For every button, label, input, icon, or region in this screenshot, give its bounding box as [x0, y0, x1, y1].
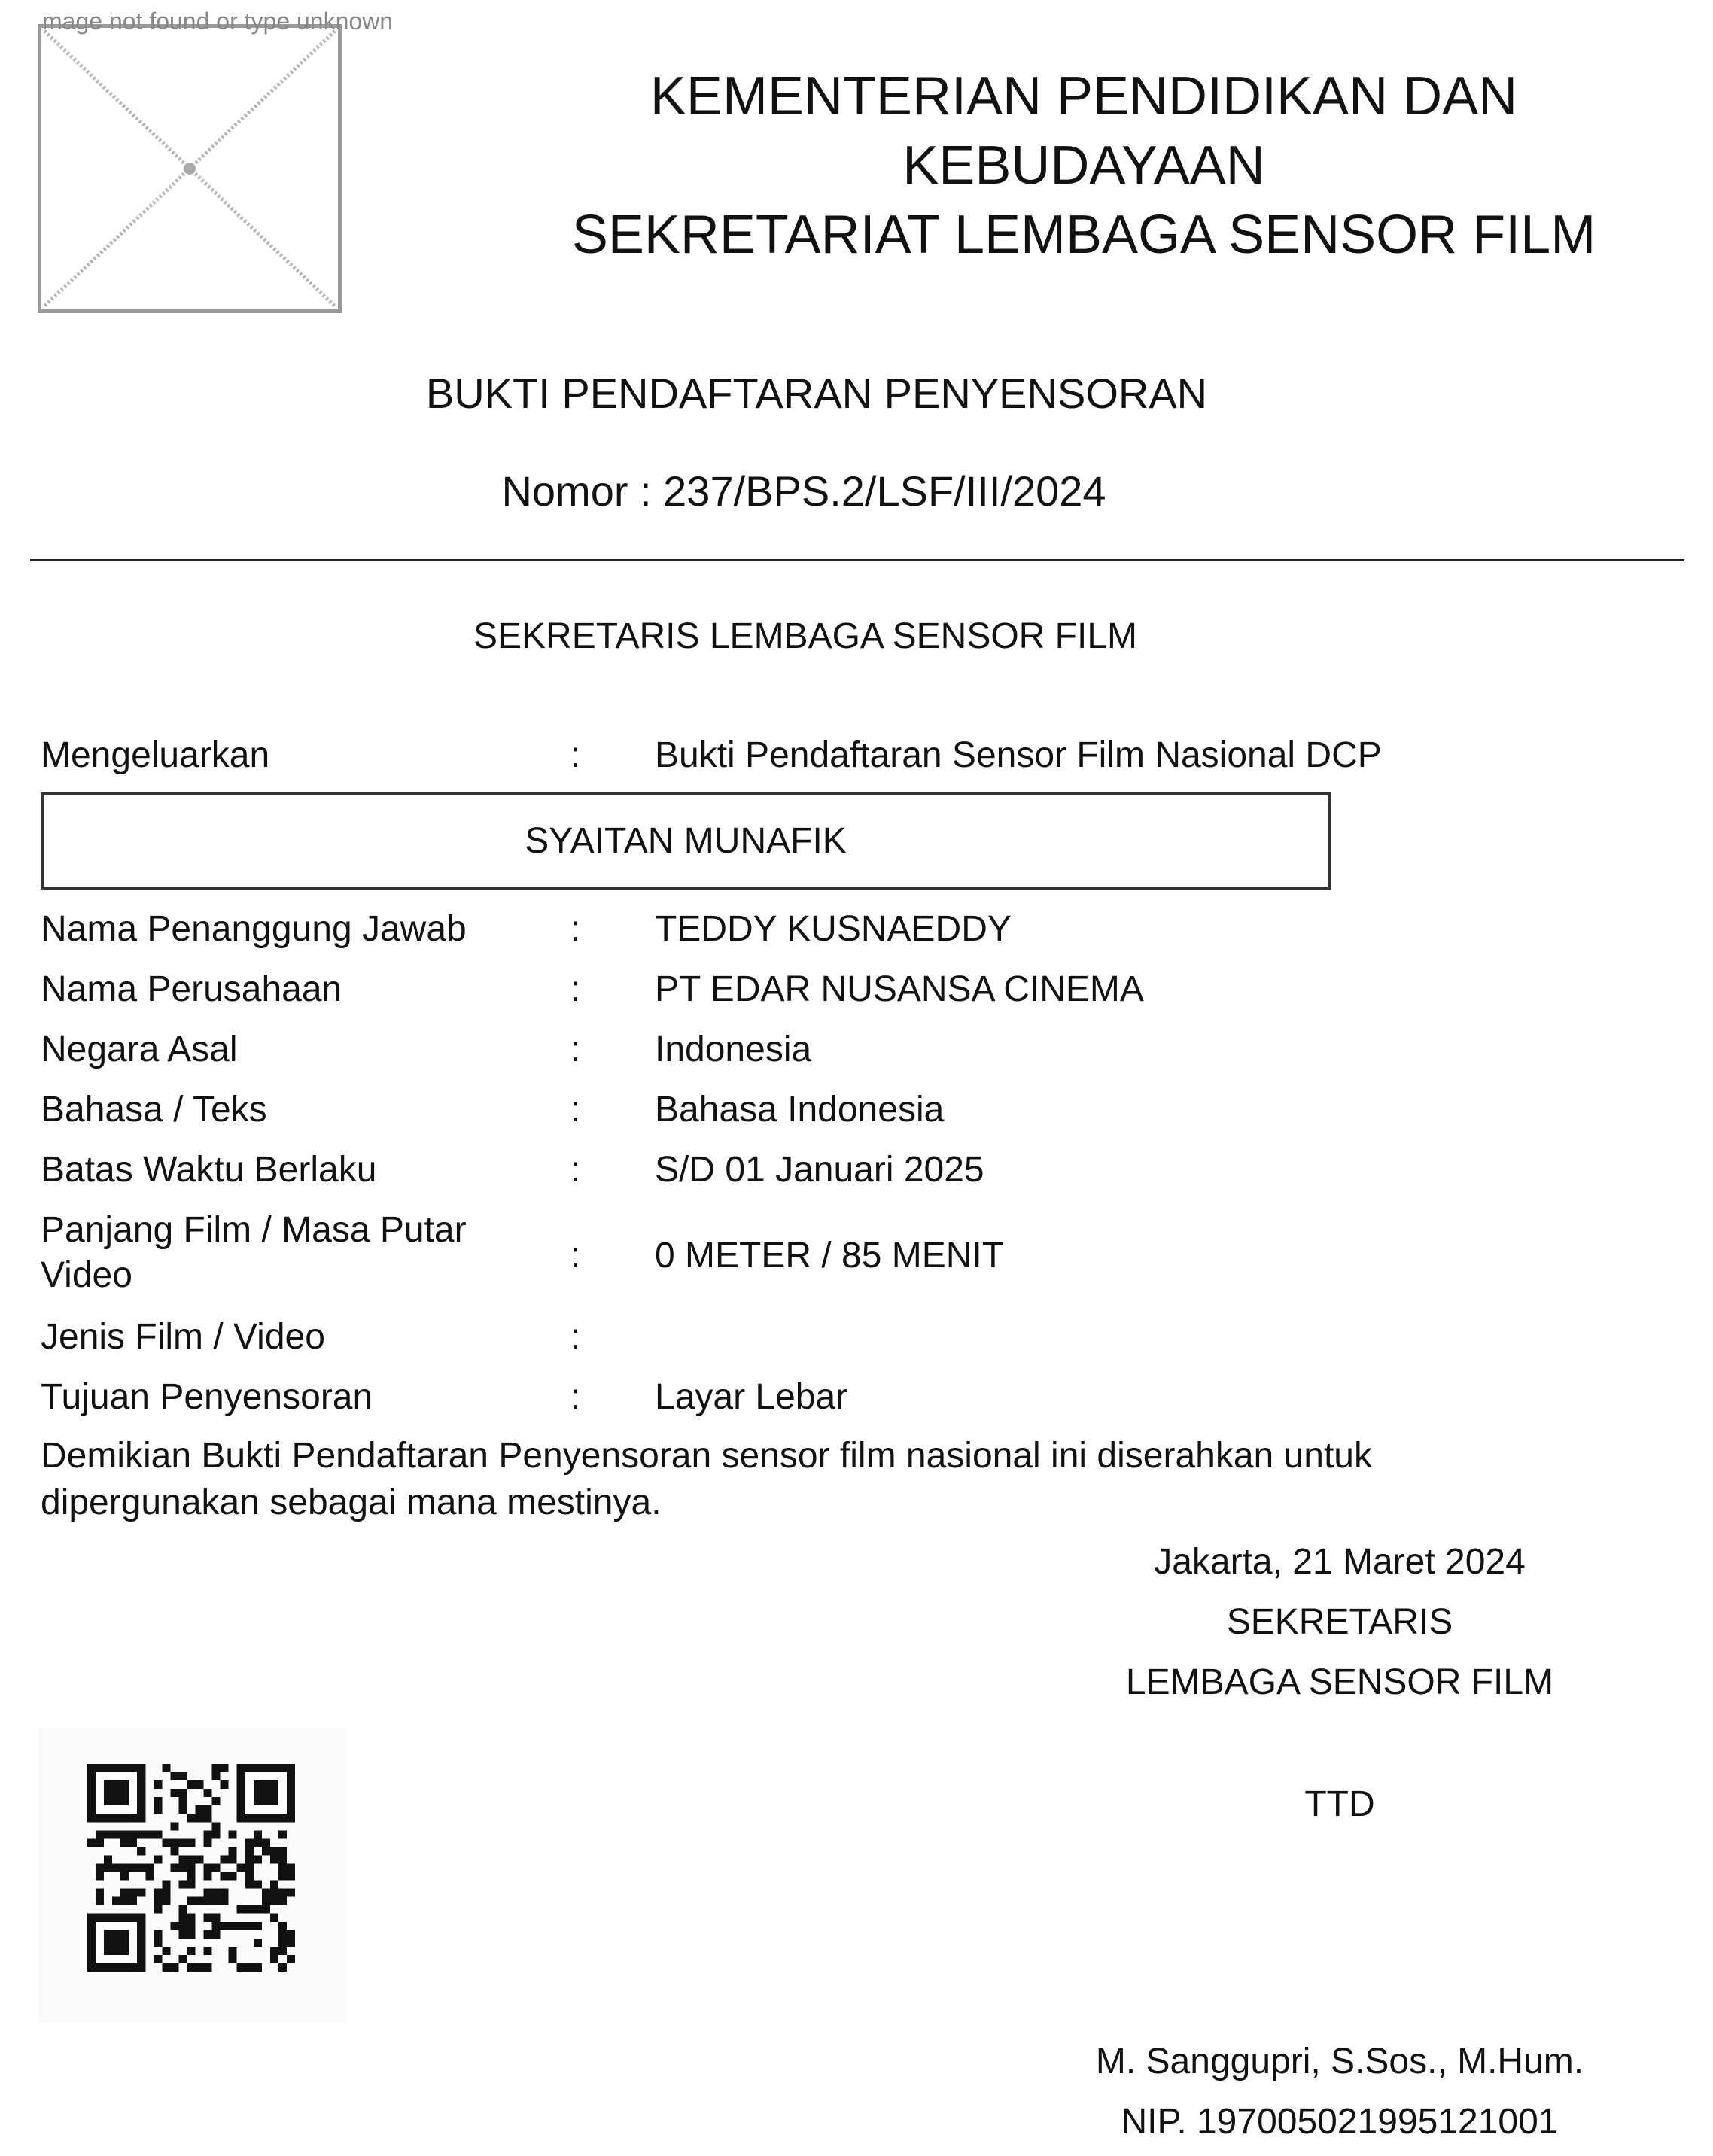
field-label [41, 1208, 552, 1298]
field-value: Layar Lebar [655, 1377, 848, 1417]
field-value: Bukti Pendaftaran Sensor Film Nasional DCP [655, 735, 1382, 775]
field-label-line-2: Video [41, 1255, 132, 1295]
qr-code-icon [87, 1764, 295, 1972]
field-label-line-1: Panjang Film / Masa Putar [41, 1210, 467, 1250]
signature-position-1: SEKRETARIS [1226, 1602, 1453, 1642]
field-label: Bahasa / Teks [41, 1090, 267, 1130]
field-label: Negara Asal [41, 1029, 238, 1069]
issuer-title: SEKRETARIS LEMBAGA SENSOR FILM [473, 616, 1137, 656]
film-title-box: SYAITAN MUNAFIK [41, 792, 1331, 890]
header-line-2: KEBUDAYAAN [902, 135, 1265, 196]
field-colon: : [570, 1029, 581, 1069]
field-label: Batas Waktu Berlaku [41, 1150, 377, 1190]
closing-line-2: dipergunakan sebagai mana mestinya. [41, 1482, 662, 1522]
field-label: Nama Perusahaan [41, 969, 342, 1009]
field-value: 0 METER / 85 MENIT [655, 1236, 1005, 1276]
field-colon: : [570, 909, 581, 949]
header-divider [30, 559, 1684, 561]
signature-position-2: LEMBAGA SENSOR FILM [1125, 1662, 1554, 1702]
field-value: PT EDAR NUSANSA CINEMA [655, 969, 1144, 1009]
field-value: Indonesia [655, 1029, 812, 1069]
field-colon: : [570, 1317, 581, 1357]
qr-code-area [38, 1728, 346, 2023]
field-colon: : [570, 735, 581, 775]
signature-mark: TTD [1304, 1784, 1375, 1824]
header-line-3: SEKRETARIAT LEMBAGA SENSOR FILM [571, 205, 1596, 265]
broken-image-text: mage not found or type unknown [42, 8, 394, 35]
signature-place-date: Jakarta, 21 Maret 2024 [1154, 1542, 1526, 1582]
broken-image-icon [38, 24, 342, 313]
field-colon: : [570, 969, 581, 1009]
ministry-header [527, 62, 1641, 269]
field-colon: : [570, 1377, 581, 1417]
header-line-1: KEMENTERIAN PENDIDIKAN DAN [650, 66, 1518, 126]
field-value: Bahasa Indonesia [655, 1090, 945, 1130]
closing-statement [41, 1433, 1659, 1526]
signatory-nip: NIP. 197005021995121001 [1121, 2102, 1559, 2142]
signatory-name: M. Sanggupri, S.Sos., M.Hum. [1095, 2042, 1584, 2081]
document-number: Nomor : 237/BPS.2/LSF/III/2024 [501, 467, 1106, 515]
field-label: Nama Penanggung Jawab [41, 909, 467, 949]
field-colon: : [570, 1090, 581, 1130]
field-value: S/D 01 Januari 2025 [655, 1150, 984, 1190]
field-colon: : [570, 1150, 581, 1190]
field-label: Jenis Film / Video [41, 1317, 325, 1357]
field-value: TEDDY KUSNAEDDY [655, 909, 1012, 949]
field-label: Tujuan Penyensoran [41, 1377, 373, 1417]
field-label: Mengeluarkan [41, 735, 270, 775]
closing-line-1: Demikian Bukti Pendaftaran Penyensoran sensor film nasional ini diserahkan untuk [41, 1436, 1372, 1476]
document-title: BUKTI PENDAFTARAN PENYENSORAN [425, 369, 1208, 417]
field-colon: : [570, 1236, 581, 1276]
